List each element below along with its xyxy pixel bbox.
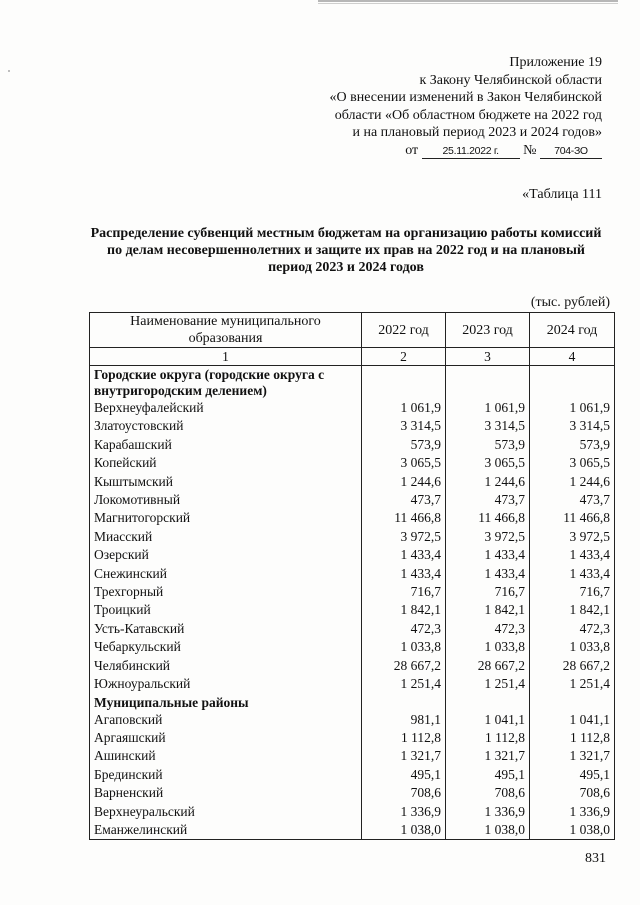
row-name: Локомотивный [90,491,362,509]
table-row [90,417,615,435]
value-2023 [446,694,530,711]
value-2023: 495,1 [446,766,530,784]
value-2024: 1 321,7 [530,747,615,765]
row-name: Снежинский [90,565,362,583]
value-2024: 1 244,6 [530,473,615,491]
value-2024: 3 972,5 [530,528,615,546]
row-name: Варненский [90,784,362,802]
appendix-header [202,54,602,159]
table-row [90,620,615,638]
table-row [90,528,615,546]
appendix-line: к Закону Челябинской области [419,72,602,88]
table-row [90,747,615,765]
row-name: Верхнеуфалейский [90,399,362,417]
table-row [90,784,615,802]
number-sign: № [523,142,537,158]
appendix-line: Приложение 19 [509,55,602,70]
value-2023: 1 842,1 [446,601,530,619]
table-row [90,473,615,491]
value-2023: 1 038,0 [446,821,530,840]
value-2023: 472,3 [446,620,530,638]
column-header-name: Наименование муниципального образования [90,313,362,348]
value-2024: 1 433,4 [530,546,615,564]
row-name: Златоустовский [90,417,362,435]
table-row [90,638,615,656]
table-header-row [90,313,615,348]
value-2022: 1 321,7 [362,747,446,765]
law-date-number [202,142,602,160]
value-2022: 3 972,5 [362,528,446,546]
table-row [90,399,615,417]
row-name: Копейский [90,454,362,472]
value-2022: 1 061,9 [362,399,446,417]
value-2023: 1 112,8 [446,729,530,747]
row-name: Агаповский [90,711,362,729]
table-row [90,766,615,784]
value-2024: 1 041,1 [530,711,615,729]
value-2022: 1 038,0 [362,821,446,840]
value-2022: 1 244,6 [362,473,446,491]
column-header-2022: 2022 год [362,313,446,348]
row-name: Верхнеуральский [90,803,362,821]
row-name: Карабашский [90,436,362,454]
value-2022: 495,1 [362,766,446,784]
document-title: Распределение субвенций местным бюджетам на организацию работы комиссий по делам несовершеннолетних и защите их прав на 2022 год и на плановый период 2023 и 2024 годов [90,226,602,275]
value-2023: 1 061,9 [446,399,530,417]
value-2023: 1 251,4 [446,675,530,693]
table-row [90,491,615,509]
value-2023: 28 667,2 [446,657,530,675]
scan-artifact-line [318,0,618,5]
value-2023: 1 433,4 [446,565,530,583]
value-2022: 1 433,4 [362,546,446,564]
scan-speck [8,70,10,72]
row-name: Миасский [90,528,362,546]
value-2024 [530,694,615,711]
table-row [90,546,615,564]
page-number: 831 [585,851,606,866]
value-2024: 708,6 [530,784,615,802]
value-2023: 1 244,6 [446,473,530,491]
table-row [90,509,615,527]
value-2022: 708,6 [362,784,446,802]
value-2023: 708,6 [446,784,530,802]
value-2024: 573,9 [530,436,615,454]
row-name: Чебаркульский [90,638,362,656]
column-header-2024: 2024 год [530,313,615,348]
value-2024: 1 842,1 [530,601,615,619]
value-2023: 1 033,8 [446,638,530,656]
row-name: Трехгорный [90,583,362,601]
value-2022: 472,3 [362,620,446,638]
value-2024: 472,3 [530,620,615,638]
column-header-2023: 2023 год [446,313,530,348]
appendix-line: и на плановый период 2023 и 2024 годов» [352,125,602,140]
value-2022: 3 065,5 [362,454,446,472]
value-2024: 1 038,0 [530,821,615,840]
value-2023: 573,9 [446,436,530,454]
value-2023: 716,7 [446,583,530,601]
law-number: 704-ЗО [540,145,602,159]
row-name: Городские округа (городские округа с внутригородским делением) [90,366,362,400]
subventions-table [89,312,615,840]
value-2023 [446,366,530,400]
value-2024: 1 061,9 [530,399,615,417]
row-name: Троицкий [90,601,362,619]
value-2022: 1 033,8 [362,638,446,656]
value-2022: 716,7 [362,583,446,601]
value-2022: 28 667,2 [362,657,446,675]
row-name: Магнитогорский [90,509,362,527]
value-2022: 473,7 [362,491,446,509]
table-row [90,436,615,454]
value-2023: 1 321,7 [446,747,530,765]
value-2023: 473,7 [446,491,530,509]
row-name: Челябинский [90,657,362,675]
row-name: Брединский [90,766,362,784]
value-2022: 1 433,4 [362,565,446,583]
value-2022 [362,694,446,711]
value-2022: 1 842,1 [362,601,446,619]
table-row [90,565,615,583]
row-name: Еманжелинский [90,821,362,840]
value-2022: 1 336,9 [362,803,446,821]
table-row [90,821,615,840]
value-2024: 3 314,5 [530,417,615,435]
units-note: (тыс. рублей) [530,295,610,310]
row-name: Ашинский [90,747,362,765]
table-row [90,803,615,821]
section-row [90,694,615,711]
appendix-line: области «Об областном бюджете на 2022 год [334,107,602,123]
row-name: Аргаяшский [90,729,362,747]
table-row [90,711,615,729]
row-name: Кыштымский [90,473,362,491]
column-number: 3 [446,348,530,366]
value-2022: 3 314,5 [362,417,446,435]
row-name: Муниципальные районы [90,694,362,711]
table-row [90,583,615,601]
column-number-row [90,348,615,366]
appendix-line: «О внесении изменений в Закон Челябинской [329,90,602,105]
value-2024: 716,7 [530,583,615,601]
value-2024: 3 065,5 [530,454,615,472]
value-2022: 11 466,8 [362,509,446,527]
table-row [90,675,615,693]
value-2024: 473,7 [530,491,615,509]
value-2023: 11 466,8 [446,509,530,527]
column-number: 4 [530,348,615,366]
section-row [90,366,615,400]
value-2023: 3 065,5 [446,454,530,472]
row-name: Усть-Катавский [90,620,362,638]
column-number: 2 [362,348,446,366]
value-2023: 1 433,4 [446,546,530,564]
value-2024: 1 112,8 [530,729,615,747]
table-body [90,366,615,840]
date-prefix: от [405,142,419,158]
value-2024: 1 336,9 [530,803,615,821]
value-2024: 1 433,4 [530,565,615,583]
value-2023: 3 314,5 [446,417,530,435]
value-2024: 1 251,4 [530,675,615,693]
value-2023: 1 336,9 [446,803,530,821]
value-2022: 1 251,4 [362,675,446,693]
value-2023: 1 041,1 [446,711,530,729]
value-2024: 495,1 [530,766,615,784]
value-2024: 1 033,8 [530,638,615,656]
value-2024: 11 466,8 [530,509,615,527]
table-row [90,657,615,675]
row-name: Южноуральский [90,675,362,693]
table-row [90,601,615,619]
table-reference: «Таблица 111 [522,187,602,202]
value-2022: 981,1 [362,711,446,729]
value-2024: 28 667,2 [530,657,615,675]
value-2024 [530,366,615,400]
table-row [90,454,615,472]
column-number: 1 [90,348,362,366]
value-2022 [362,366,446,400]
law-date: 25.11.2022 г. [422,145,520,159]
value-2023: 3 972,5 [446,528,530,546]
value-2022: 1 112,8 [362,729,446,747]
table-row [90,729,615,747]
value-2022: 573,9 [362,436,446,454]
row-name: Озерский [90,546,362,564]
